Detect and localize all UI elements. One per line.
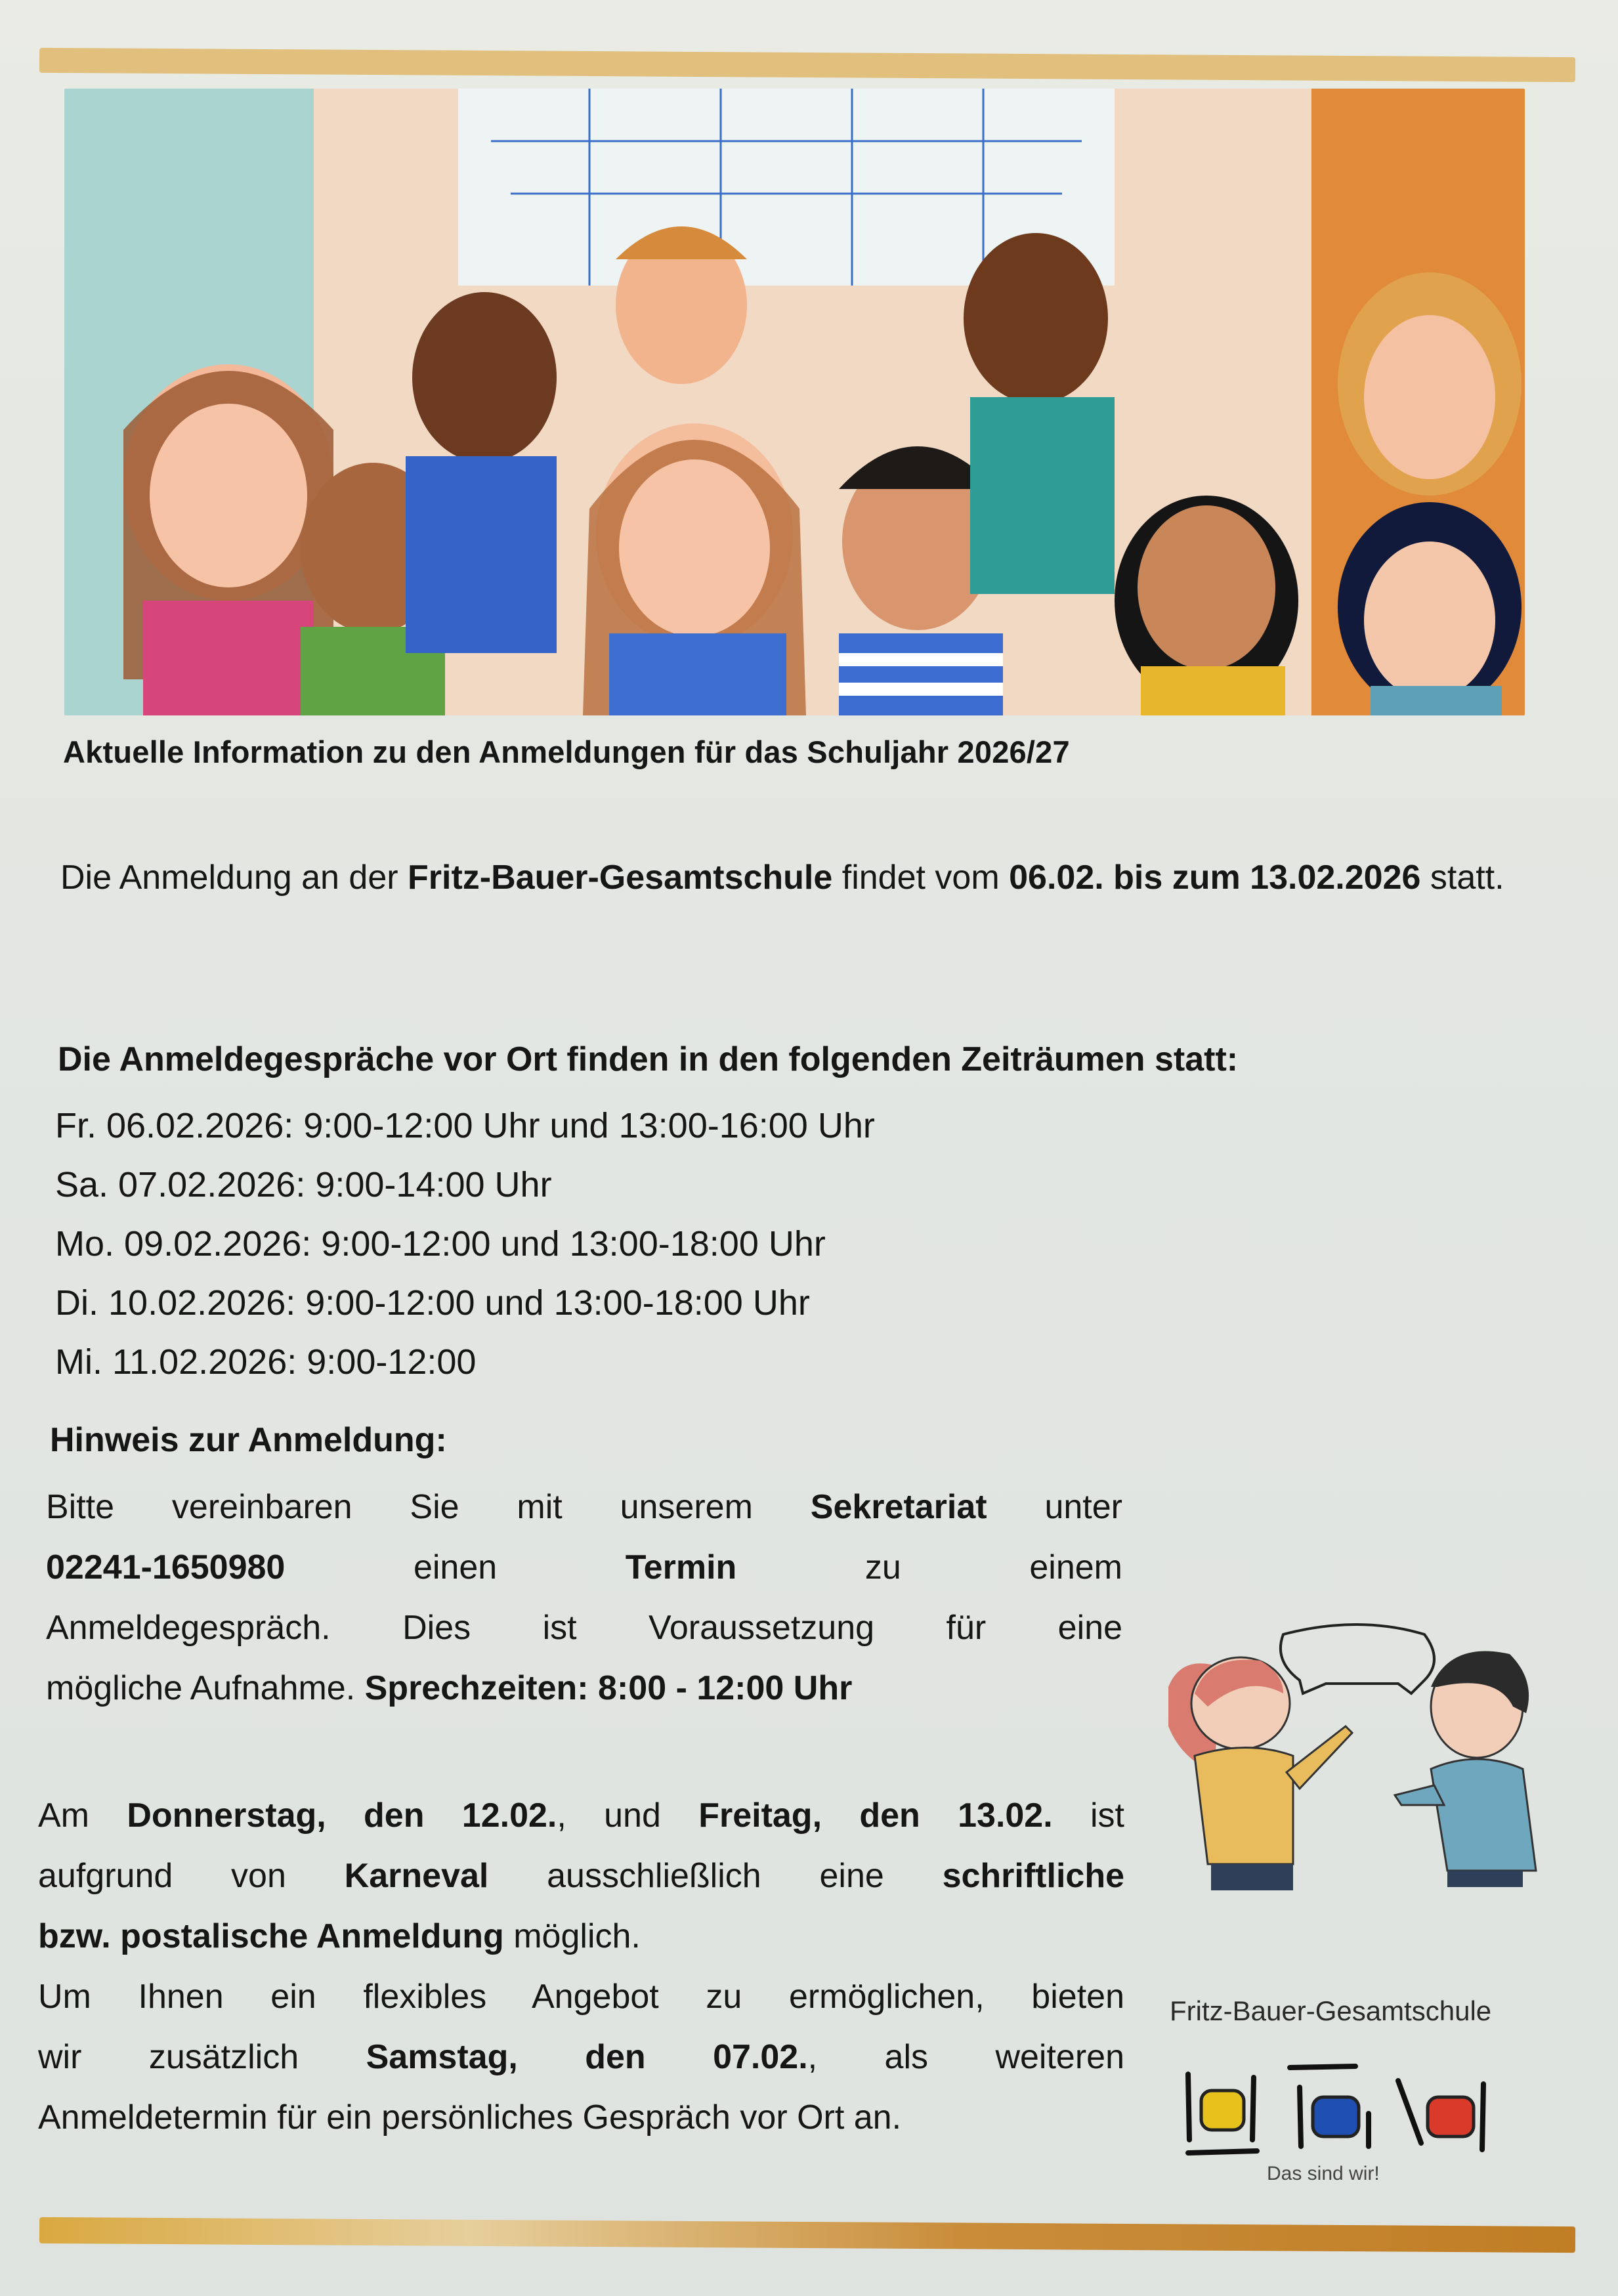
hint-paragraph — [46, 1477, 1122, 1718]
red-square-icon — [1428, 2097, 1474, 2137]
schedule-entry: Fr. 06.02.2026: 9:00-12:00 Uhr und 13:00-16:00 Uhr — [55, 1106, 875, 1145]
hint-text: zu einem — [736, 1548, 1122, 1586]
carnival-text: aufgrund von — [38, 1857, 345, 1895]
carnival-text: möglich. — [503, 1917, 641, 1955]
hint-line — [46, 1477, 1122, 1537]
friday-date: Freitag, den 13.02. — [698, 1796, 1053, 1835]
schedule-list — [55, 1096, 875, 1392]
carnival-text: Am — [38, 1796, 127, 1835]
hint-text: mögliche Aufnahme. — [46, 1669, 365, 1707]
saturday-date: Samstag, den 07.02. — [366, 2038, 808, 2076]
carnival-paragraph — [38, 1785, 1124, 2148]
karneval-bold: Karneval — [344, 1857, 489, 1895]
schedule-entry: Mo. 09.02.2026: 9:00-12:00 und 13:00-18:00 Uhr — [55, 1224, 826, 1264]
carnival-line — [38, 1785, 1124, 1846]
schedule-entry: Mi. 11.02.2026: 9:00-12:00 — [55, 1342, 477, 1382]
thursday-date: Donnerstag, den 12.02. — [127, 1796, 557, 1835]
hint-line — [46, 1537, 1122, 1598]
conversation-illustration — [1142, 1615, 1549, 1969]
intro-paragraph — [60, 852, 1524, 903]
school-logo — [1175, 2061, 1503, 2159]
intro-text: statt. — [1420, 859, 1504, 897]
carnival-text: ausschließlich eine — [488, 1857, 943, 1895]
intro-text: findet vom — [832, 859, 1010, 897]
hint-line: Anmeldegespräch. Dies ist Voraussetzung für eine — [46, 1609, 1122, 1647]
carnival-text: wir zusätzlich — [38, 2038, 366, 2076]
schedule-heading: Die Anmeldegespräche vor Ort finden in den folgenden Zeiträumen statt: — [58, 1040, 1239, 1078]
written-bold: schriftliche — [942, 1857, 1124, 1895]
carnival-line: Anmeldetermin für ein persönliches Gespräch vor Ort an. — [38, 2098, 902, 2137]
tagline: Das sind wir! — [1267, 2163, 1380, 2184]
phone-number: 02241-1650980 — [46, 1548, 286, 1586]
carnival-line — [38, 1846, 1124, 1906]
school-name-label: Fritz-Bauer-Gesamtschule — [1170, 1995, 1492, 2026]
blue-square-icon — [1313, 2097, 1359, 2137]
hint-heading: Hinweis zur Anmeldung: — [50, 1421, 447, 1459]
yellow-square-icon — [1201, 2091, 1244, 2130]
termin-bold: Termin — [625, 1548, 737, 1586]
schedule-entry: Di. 10.02.2026: 9:00-12:00 und 13:00-18:00 Uhr — [55, 1283, 810, 1323]
school-name-bold: Fritz-Bauer-Gesamtschule — [408, 859, 833, 897]
carnival-text: ist — [1052, 1796, 1124, 1835]
page-title: Aktuelle Information zu den Anmeldungen für das Schuljahr 2026/27 — [63, 734, 1070, 769]
hint-text: einen — [285, 1548, 626, 1586]
carnival-text: , als weiteren — [807, 2038, 1124, 2076]
registration-period: 06.02. bis zum 13.02.2026 — [1009, 859, 1421, 897]
carnival-line — [38, 2027, 1124, 2087]
hint-text: unter — [987, 1488, 1122, 1526]
sekretariat-bold: Sekretariat — [810, 1488, 987, 1526]
office-hours: Sprechzeiten: 8:00 - 12:00 Uhr — [364, 1669, 853, 1707]
postal-registration-bold: bzw. postalische Anmeldung — [38, 1917, 504, 1955]
carnival-line — [38, 1906, 1124, 1966]
hint-text: Bitte vereinbaren Sie mit unserem — [46, 1488, 811, 1526]
carnival-text: , und — [557, 1796, 699, 1835]
schedule-entry: Sa. 07.02.2026: 9:00-14:00 Uhr — [55, 1165, 552, 1204]
hero-illustration — [64, 89, 1525, 715]
hint-line — [46, 1669, 852, 1707]
carnival-line: Um Ihnen ein flexibles Angebot zu ermöglichen, bieten — [38, 1978, 1124, 2016]
top-decorative-band — [39, 48, 1575, 82]
bottom-decorative-band — [39, 2217, 1575, 2253]
intro-text: Die Anmeldung an der — [60, 859, 408, 897]
